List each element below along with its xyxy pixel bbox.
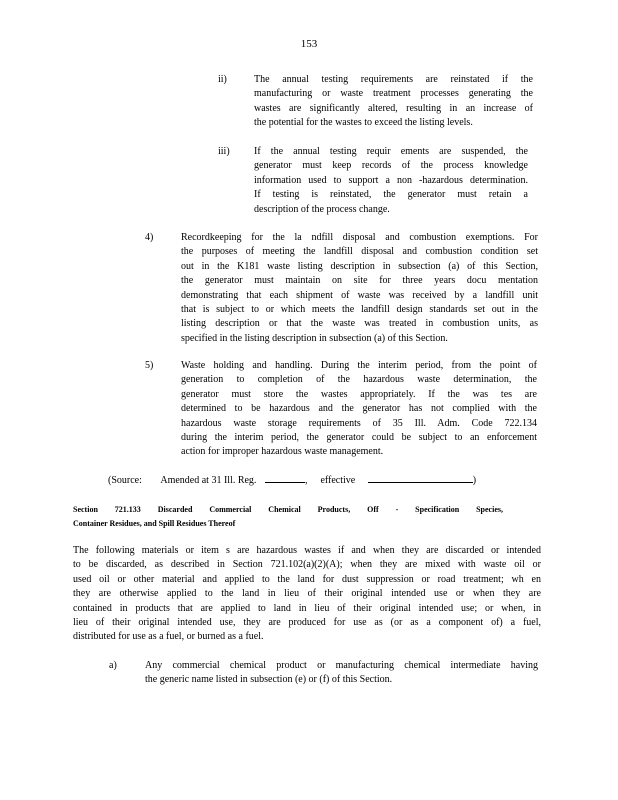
source-close: ) (472, 475, 477, 486)
source-open: (Source: (108, 475, 142, 486)
item-5-label: 5) (145, 360, 154, 371)
text-line: manufacturing or waste treatment processes generating the (254, 88, 533, 100)
item-5-text (181, 359, 537, 460)
text-line: demonstrating that each shipment of waste was received by a landfill unit (181, 289, 538, 301)
text-line: used oil or other material and applied to the land for dust suppression or road treatment; wh en (73, 573, 541, 585)
item-iii-text (254, 145, 528, 217)
text-line: The following materials or item s are hazardous wastes if and when they are discarded or intended (73, 545, 541, 556)
text-line: generator must store the wastes appropriately. If the was tes are (181, 388, 537, 400)
page-number: 153 (300, 38, 318, 50)
text-line: the potential for the wastes to exceed the listing levels. (254, 117, 473, 129)
item-iii-label: iii) (218, 146, 230, 157)
text-line: Any commercial chemical product or manufacturing chemical intermediate having (145, 660, 538, 671)
source-note (108, 473, 476, 488)
item-4-text (181, 231, 538, 346)
text-line: description of the process change. (254, 203, 390, 215)
text-line: during the interim period, the generator could be subject to an enforcement (181, 432, 537, 444)
text-line: generation to completion of the hazardous waste determination, the (181, 374, 537, 386)
source-effective: effective (320, 475, 356, 486)
section-paragraph (73, 544, 541, 645)
source-amended: Amended at 31 Ill. Reg. (160, 475, 257, 486)
text-line: distributed for use as a fuel, or burned as a fuel. (73, 631, 264, 643)
text-line: wastes are significantly altered, resulting in an increase of (254, 102, 533, 114)
text-line: action for improper hazardous waste management. (181, 446, 384, 458)
text-line: the generator must maintain on site for three years docu mentation (181, 275, 538, 287)
text-line: the purposes of meeting the landfill disposal and combustion condition set (181, 246, 538, 258)
reg-blank (265, 473, 305, 483)
text-line: out in the K181 waste listing description in subsection (a) of this Section, (181, 260, 538, 272)
text-line: generator must keep records of the process knowledge (254, 160, 528, 172)
text-line: Waste holding and handling. During the interim period, from the point of (181, 360, 537, 371)
text-line: information used to support a non -hazardous determination. (254, 174, 528, 186)
text-line: specified in the listing description in subsection (a) of this Section. (181, 332, 448, 344)
item-ii-text (254, 73, 533, 131)
text-line: Recordkeeping for the la ndfill disposal and combustion exemptions. For (181, 232, 538, 243)
source-comma: , (304, 475, 308, 486)
text-line: The annual testing requirements are reinstated if the (254, 74, 533, 85)
section-heading (73, 503, 503, 531)
text-line: hazardous waste storage requirements of 35 Ill. Adm. Code 722.134 (181, 417, 537, 429)
text-line: contained in products that are applied to land in lieu of their original intended use; or when, in (73, 602, 541, 614)
text-line: determined to be hazardous and the generator has not complied with the (181, 403, 537, 415)
item-a-label: a) (109, 660, 117, 671)
heading-line: Section 721.133 Discarded Commercial Chemical Products, Off - Specification Species, (73, 505, 503, 514)
item-ii-label: ii) (218, 74, 227, 85)
text-line: If the annual testing requir ements are suspended, the (254, 146, 528, 157)
text-line: the generic name listed in subsection (e) or (f) of this Section. (145, 674, 393, 686)
text-line: If testing is reinstated, the generator must retain a (254, 189, 528, 201)
text-line: lieu of their original intended use, they are produced for use as (or as a component of) a fuel, (73, 617, 541, 629)
text-line: they are otherwise applied to the land in lieu of their original intended use or when they are (73, 588, 541, 600)
heading-line: Container Residues, and Spill Residues Thereof (73, 519, 236, 528)
effective-blank (368, 473, 473, 483)
text-line: to be discarded, as described in Section 721.102(a)(2)(A); when they are mixed with waste oil or (73, 559, 541, 571)
item-4-label: 4) (145, 232, 154, 243)
text-line: that is subject to or which meets the landfill design standards set out in the (181, 304, 538, 316)
text-line: listing description or that the waste was treated in combustion units, as (181, 318, 538, 330)
item-a-text (145, 659, 538, 688)
